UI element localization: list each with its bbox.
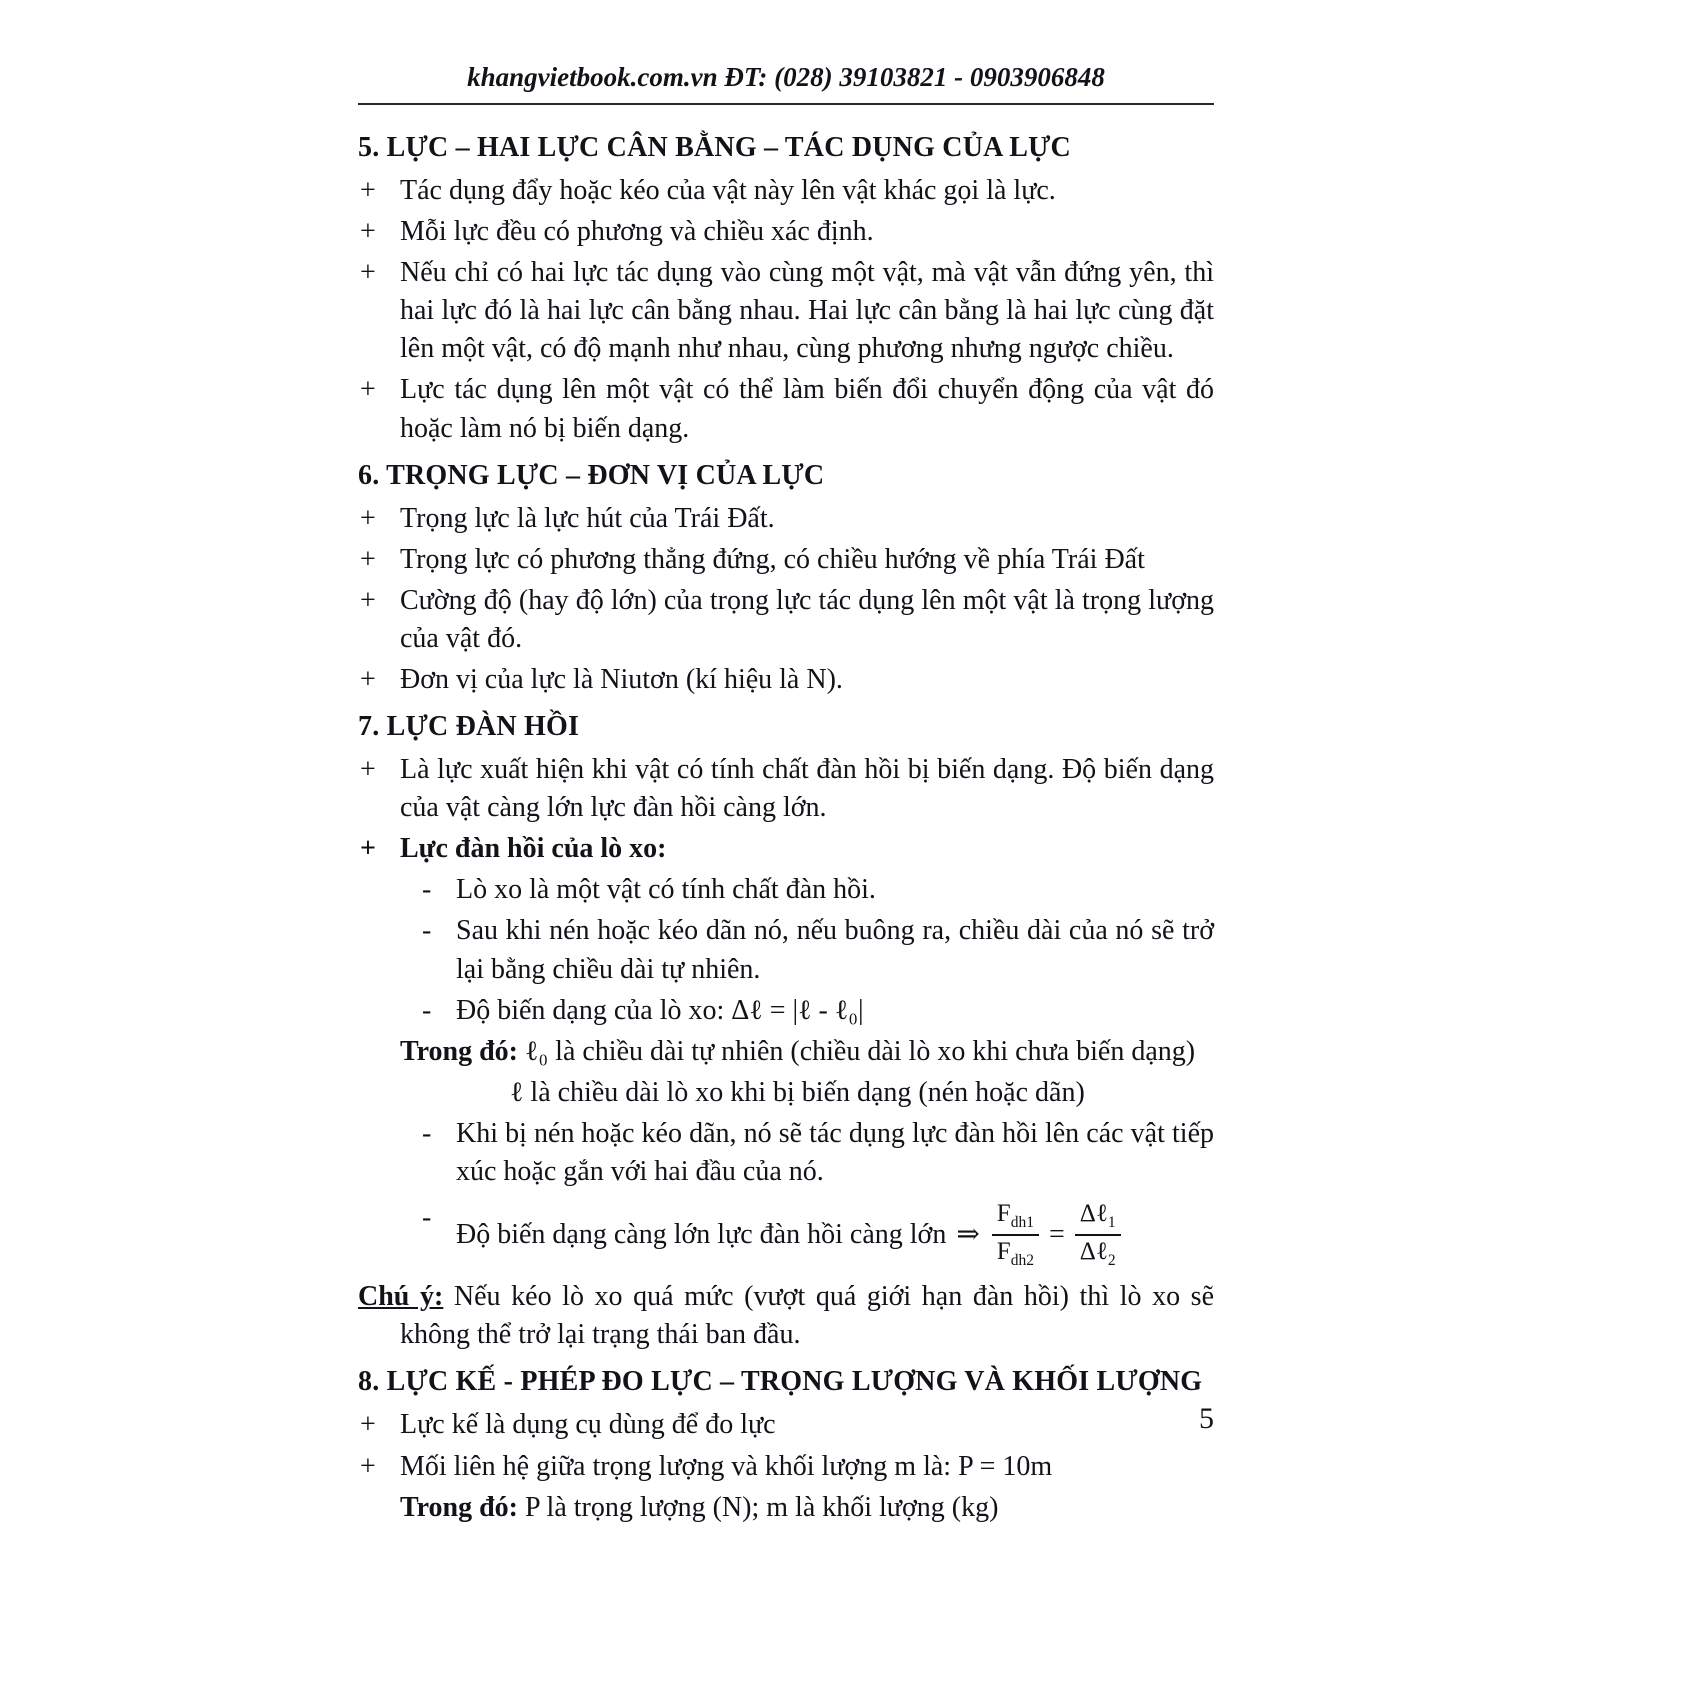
dash-marker: - xyxy=(422,994,432,1026)
item-text: Đơn vị của lực là Niutơn (kí hiệu là N). xyxy=(400,664,843,696)
page-number: 5 xyxy=(1199,1402,1214,1435)
item-text: Lực kế là dụng cụ dùng để đo lực xyxy=(400,1409,776,1441)
plus-marker: + xyxy=(360,502,376,534)
plus-marker: + xyxy=(360,833,376,865)
plus-marker: + xyxy=(360,584,376,616)
dash-marker: - xyxy=(422,915,432,947)
bullet-item xyxy=(358,371,1214,447)
item-text: Mỗi lực đều có phương và chiều xác định. xyxy=(400,216,874,248)
item-text: Độ biến dạng của lò xo: Δℓ = |ℓ - ℓ₀| xyxy=(456,994,864,1026)
dash-marker: - xyxy=(422,1202,432,1234)
plus-marker: + xyxy=(360,374,376,406)
sub-bullet-item-formula xyxy=(358,1199,1214,1270)
header-text: khangvietbook.com.vn ĐT: (028) 39103821 - 0903906848 xyxy=(467,62,1105,92)
bullet-item xyxy=(358,172,1214,210)
bullet-item-bold xyxy=(358,830,1214,868)
item-text: Cường độ (hay độ lớn) của trọng lực tác dụng lên một vật là trọng lượng của vật đó. xyxy=(400,584,1214,654)
fraction-forces xyxy=(992,1199,1039,1270)
definition-label: Trong đó: xyxy=(400,1491,518,1523)
definition-text: ℓ₀ là chiều dài tự nhiên (chiều dài lò xo khi chưa biến dạng) xyxy=(525,1035,1196,1067)
item-text: Mối liên hệ giữa trọng lượng và khối lượng m là: P = 10m xyxy=(400,1450,1053,1482)
plus-marker: + xyxy=(360,754,376,786)
bullet-item xyxy=(358,661,1214,699)
sub-bullet-item xyxy=(358,871,1214,909)
plus-marker: + xyxy=(360,1450,376,1482)
fraction-denominator: Δℓ$_2$ xyxy=(1079,1237,1116,1269)
definition-line xyxy=(358,1489,1214,1527)
note-text: Nếu kéo lò xo quá mức (vượt quá giới hạn đàn hồi) thì lò xo sẽ không thể trở lại trạng thái ban đầu. xyxy=(400,1281,1214,1351)
bullet-item xyxy=(358,541,1214,579)
bullet-item xyxy=(358,213,1214,251)
fraction-numerator: Δℓ$_1$ xyxy=(1075,1199,1121,1236)
item-text: Lực đàn hồi của lò xo: xyxy=(400,833,667,865)
definition-text: ℓ là chiều dài lò xo khi bị biến dạng (nén hoặc dãn) xyxy=(510,1076,1085,1108)
bullet-item xyxy=(358,751,1214,827)
page-footer xyxy=(358,1402,1214,1436)
item-text: Lực tác dụng lên một vật có thể làm biến đổi chuyển động của vật đó hoặc làm nó bị biến dạng. xyxy=(400,374,1214,444)
implies-symbol: ⇒ xyxy=(956,1218,980,1250)
item-text: Trọng lực có phương thẳng đứng, có chiều hướng về phía Trái Đất xyxy=(400,543,1145,575)
bullet-item xyxy=(358,500,1214,538)
item-text: Trọng lực là lực hút của Trái Đất. xyxy=(400,502,775,534)
definition-line xyxy=(358,1074,1214,1112)
item-text: Sau khi nén hoặc kéo dãn nó, nếu buông ra, chiều dài của nó sẽ trở lại bằng chiều dài tự nhiên. xyxy=(456,915,1214,985)
sub-bullet-item xyxy=(358,1115,1214,1191)
page-header xyxy=(358,62,1214,105)
plus-marker: + xyxy=(360,1409,376,1441)
section-5-heading: 5. LỰC – HAI LỰC CÂN BẰNG – TÁC DỤNG CỦA LỰC xyxy=(358,132,1071,163)
plus-marker: + xyxy=(360,175,376,207)
plus-marker: + xyxy=(360,216,376,248)
bullet-item xyxy=(358,1448,1214,1486)
section-7-heading: 7. LỰC ĐÀN HỒI xyxy=(358,711,580,743)
note-label: Chú ý: xyxy=(358,1281,444,1313)
section-8-heading: 8. LỰC KẾ - PHÉP ĐO LỰC – TRỌNG LƯỢNG VÀ KHỐI LƯỢNG xyxy=(358,1366,1203,1398)
fraction-numerator: $F_{dh1}$ xyxy=(992,1199,1039,1236)
item-text: Nếu chỉ có hai lực tác dụng vào cùng một vật, mà vật vẫn đứng yên, thì hai lực đó là hai lực cân bằng nhau. Hai lực cân bằng là hai lực cùng đặt lên một vật, có độ mạnh như nhau, cùng phương nhưng ngược chiều. xyxy=(400,257,1214,365)
formula-intro-text: Độ biến dạng càng lớn lực đàn hồi càng lớn xyxy=(456,1218,947,1250)
dash-marker: - xyxy=(422,874,432,906)
item-text: Khi bị nén hoặc kéo dãn, nó sẽ tác dụng lực đàn hồi lên các vật tiếp xúc hoặc gắn với hai đầu của nó. xyxy=(456,1117,1214,1187)
plus-marker: + xyxy=(360,664,376,696)
section-6-heading: 6. TRỌNG LỰC – ĐƠN VỊ CỦA LỰC xyxy=(358,459,825,491)
sub-bullet-item xyxy=(358,912,1214,988)
bullet-item xyxy=(358,582,1214,658)
definition-text: P là trọng lượng (N); m là khối lượng (kg) xyxy=(518,1491,999,1523)
plus-marker: + xyxy=(360,257,376,289)
bullet-item xyxy=(358,254,1214,368)
fraction-deformations xyxy=(1075,1199,1121,1270)
definition-label: Trong đó: xyxy=(400,1035,518,1067)
definition-line xyxy=(358,1033,1214,1071)
note-line xyxy=(358,1278,1214,1354)
plus-marker: + xyxy=(360,543,376,575)
dash-marker: - xyxy=(422,1117,432,1149)
fraction-denominator: $F_{dh2}$ xyxy=(996,1237,1034,1269)
item-text: Là lực xuất hiện khi vật có tính chất đàn hồi bị biến dạng. Độ biến dạng của vật càng lớn lực đàn hồi càng lớn. xyxy=(400,754,1214,824)
page-content xyxy=(358,120,1214,1530)
sub-bullet-item xyxy=(358,992,1214,1030)
equals-sign: = xyxy=(1048,1218,1065,1250)
item-text: Lò xo là một vật có tính chất đàn hồi. xyxy=(456,874,876,906)
item-text: Tác dụng đẩy hoặc kéo của vật này lên vật khác gọi là lực. xyxy=(400,175,1056,207)
